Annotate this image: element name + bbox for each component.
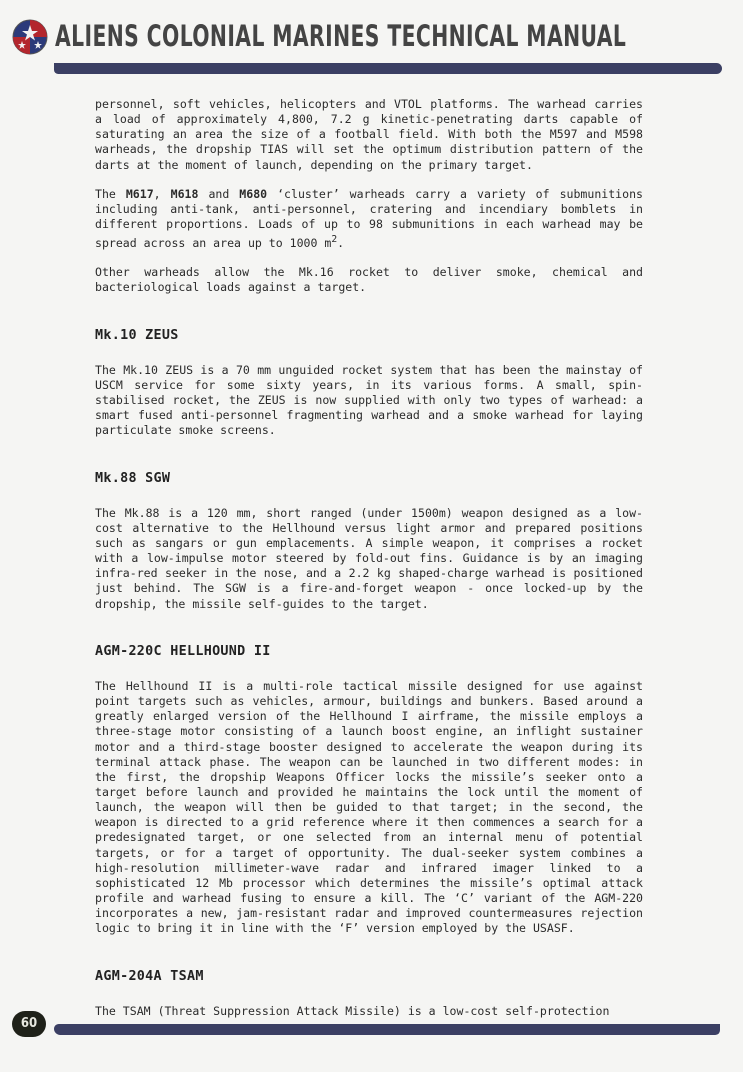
manual-title: ALIENS COLONIAL MARINES TECHNICAL MANUAL xyxy=(55,19,627,53)
paragraph-tsam: The TSAM (Threat Suppression Attack Missile) is a low-cost self-protection xyxy=(95,1003,610,1018)
header-bar xyxy=(54,63,722,74)
text-segment: and xyxy=(198,186,240,201)
page-number: 60 xyxy=(12,1011,46,1037)
superscript-2: 2 xyxy=(331,234,338,246)
footer-bar xyxy=(54,1024,720,1035)
heading-hellhound: AGM-220C HELLHOUND II xyxy=(95,643,271,659)
text-segment: The xyxy=(95,186,126,201)
heading-zeus: Mk.10 ZEUS xyxy=(95,327,179,343)
page-content xyxy=(95,97,643,1033)
paragraph-other-warheads: Other warheads allow the Mk.16 rocket to deliver smoke, chemical and bacteriological loads against a target. xyxy=(95,265,643,295)
paragraph-sgw: The Mk.88 is a 120 mm, short ranged (under 1500m) weapon designed as a low-cost alternative to the Hellhound versus light armor and prepared positions such as sangars or gun emplacements. A simple weapon, it comprises a rocket with a low-impulse motor steered by fold-out fins. Guidance is by an imaging infra-red seeker in the nose, and a 2.2 kg shaped-charge warhead is positioned just behind. The SGW is a fire-and-forget weapon - once locked-up by the dropship, the missile self-guides to the target. xyxy=(95,505,643,611)
paragraph-zeus: The Mk.10 ZEUS is a 70 mm unguided rocket system that has been the mainstay of USCM service for some sixty years, in its various forms. A small, spin-stabilised rocket, the ZEUS is now supplied with only two types of warhead: a smart fused anti-personnel fragmenting warhead and a smoke warhead for laying particulate smoke screens. xyxy=(95,362,643,438)
heading-sgw: Mk.88 SGW xyxy=(95,470,171,486)
paragraph-hellhound: The Hellhound II is a multi-role tactical missile designed for use against point targets such as vehicles, armour, buildings and bunkers. Based around a greatly enlarged version of the Hellhound I airframe, the missile employs a three-stage motor consisting of a launch boost engine, an inflight sustainer motor and a third-stage booster designed to accelerate the weapon during its terminal attack phase. The weapon can be launched in two different modes: in the first, the dropship Weapons Officer locks the missile’s seeker onto a target before launch and provided he maintains the lock until the moment of launch, the weapon will then be guided to that target; in the second, the weapon is directed to a grid reference where it then commences a search for a predesignated target, or one selected from an internal menu of potential targets, or for a target of opportunity. The dual-seeker system combines a high-resolution millimeter-wave radar and infrared imager linked to a sophisticated 12 Mb processor which determines the missile’s optimal attack profile and warhead fusing to ensure a kill. The ‘C’ variant of the AGM-220 incorporates a new, jam-resistant radar and improved countermeasures rejection logic to bring it in line with the ‘F’ version employed by the USASF. xyxy=(95,678,643,936)
warhead-m680: M680 xyxy=(239,186,268,201)
paragraph-flechette-warhead: personnel, soft vehicles, helicopters and VTOL platforms. The warhead carries a load of approximately 4,800, 7.2 g kinetic-penetrating darts capable of saturating an area the size of a football field. With both the M597 and M598 warheads, the dropship TIAS will set the optimum distribution pattern of the darts at the moment of launch, depending on the primary target. xyxy=(95,97,643,172)
page-header xyxy=(0,0,743,80)
warhead-m618: M618 xyxy=(170,186,199,201)
text-segment: . xyxy=(337,236,345,251)
usmc-logo-icon xyxy=(12,19,48,55)
heading-tsam: AGM-204A TSAM xyxy=(95,968,204,984)
text-segment: ‘cluster’ warheads carry a variety of submunitions including anti-tank, anti-personnel, cratering and incendiary bomblets in different proportions. Loads of up to 98 submunitions in each warhead may be spread across an area up to 1000 m xyxy=(95,186,643,251)
warhead-m617: M617 xyxy=(125,186,154,201)
paragraph-cluster-warheads xyxy=(95,187,643,251)
text-segment: , xyxy=(153,186,171,201)
